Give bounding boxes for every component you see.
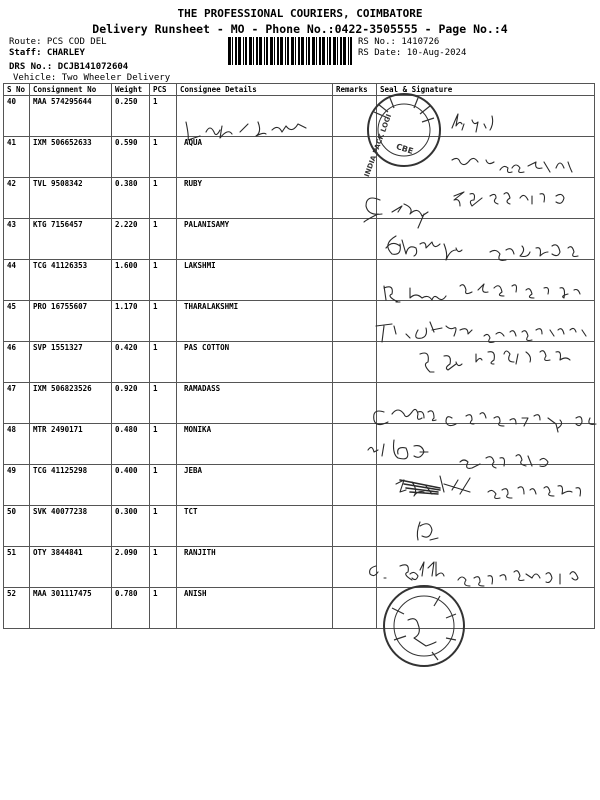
col-sno-header: S No xyxy=(4,84,30,96)
weight-cell: 0.300 xyxy=(112,506,150,547)
remarks-cell xyxy=(333,301,377,342)
table-row xyxy=(4,219,595,260)
barcode-bar xyxy=(253,37,254,65)
weight-cell: 1.600 xyxy=(112,260,150,301)
weight-cell: 0.480 xyxy=(112,424,150,465)
signature-cell xyxy=(377,342,595,383)
consignee-cell: ANISH xyxy=(177,588,333,629)
barcode-bar xyxy=(264,37,265,65)
weight-cell: 1.170 xyxy=(112,301,150,342)
signature-cell xyxy=(377,424,595,465)
weight-cell: 2.220 xyxy=(112,219,150,260)
barcode-bar xyxy=(277,37,279,65)
signature-cell xyxy=(377,383,595,424)
drs-label: DRS No.: DCJB141072604 xyxy=(9,62,129,72)
sno-cell: 49 xyxy=(4,465,30,506)
barcode-bar xyxy=(232,37,233,65)
barcode-bar xyxy=(274,37,275,65)
col-consignee-details-header: Consignee Details xyxy=(177,84,333,96)
consignment-no-cell: PRO 16755607 xyxy=(30,301,112,342)
barcode-bar xyxy=(306,37,307,65)
barcode xyxy=(228,37,352,65)
barcode-bar xyxy=(256,37,258,65)
consignee-cell: AQUA xyxy=(177,137,333,178)
consignment-no-cell: TCG 41126353 xyxy=(30,260,112,301)
sno-cell: 42 xyxy=(4,178,30,219)
signature-cell xyxy=(377,506,595,547)
route-label: Route: PCS COD DEL xyxy=(9,37,107,47)
company-title: THE PROFESSIONAL COURIERS, COIMBATORE xyxy=(177,7,423,20)
consignee-cell: TCT xyxy=(177,506,333,547)
barcode-bar xyxy=(319,37,321,65)
signature-cell xyxy=(377,260,595,301)
barcode-bar xyxy=(322,37,325,65)
pcs-cell: 1 xyxy=(150,547,177,588)
table-row xyxy=(4,424,595,465)
consignment-no-cell: MAA 574295644 xyxy=(30,96,112,137)
pcs-cell: 1 xyxy=(150,383,177,424)
staff-label: Staff: CHARLEY xyxy=(9,48,85,58)
sno-cell: 48 xyxy=(4,424,30,465)
signature-cell xyxy=(377,178,595,219)
table-row xyxy=(4,96,595,137)
weight-cell: 2.090 xyxy=(112,547,150,588)
sno-cell: 46 xyxy=(4,342,30,383)
barcode-bar xyxy=(291,37,294,65)
barcode-bar xyxy=(295,37,296,65)
consignment-no-cell: IXM 506652633 xyxy=(30,137,112,178)
consignment-no-cell: SVK 40077238 xyxy=(30,506,112,547)
remarks-cell xyxy=(333,465,377,506)
barcode-bar xyxy=(301,37,304,65)
remarks-cell xyxy=(333,547,377,588)
barcode-bar xyxy=(270,37,273,65)
barcode-bar xyxy=(259,37,262,65)
sno-cell: 43 xyxy=(4,219,30,260)
table-header-row xyxy=(4,84,595,96)
pcs-cell: 1 xyxy=(150,301,177,342)
signature-cell xyxy=(377,137,595,178)
barcode-bar xyxy=(348,37,349,65)
weight-cell: 0.420 xyxy=(112,342,150,383)
pcs-cell: 1 xyxy=(150,465,177,506)
remarks-cell xyxy=(333,506,377,547)
barcode-bar xyxy=(312,37,315,65)
pcs-cell: 1 xyxy=(150,178,177,219)
barcode-bar xyxy=(245,37,247,65)
pcs-cell: 1 xyxy=(150,342,177,383)
remarks-cell xyxy=(333,424,377,465)
sno-cell: 45 xyxy=(4,301,30,342)
barcode-bar xyxy=(235,37,237,65)
remarks-cell xyxy=(333,588,377,629)
sno-cell: 44 xyxy=(4,260,30,301)
table-row xyxy=(4,260,595,301)
signature-cell xyxy=(377,547,595,588)
weight-cell: 0.250 xyxy=(112,96,150,137)
sno-cell: 50 xyxy=(4,506,30,547)
remarks-cell xyxy=(333,260,377,301)
consignee-cell: RAMADASS xyxy=(177,383,333,424)
barcode-bar xyxy=(333,37,336,65)
consignment-no-cell: SVP 1551327 xyxy=(30,342,112,383)
table-row xyxy=(4,301,595,342)
remarks-cell xyxy=(333,178,377,219)
barcode-bar xyxy=(337,37,338,65)
barcode-bar xyxy=(327,37,328,65)
barcode-bar xyxy=(298,37,300,65)
consignment-no-cell: KTG 7156457 xyxy=(30,219,112,260)
table-row xyxy=(4,178,595,219)
consignee-cell: RANJITH xyxy=(177,547,333,588)
weight-cell: 0.380 xyxy=(112,178,150,219)
consignee-cell: LAKSHMI xyxy=(177,260,333,301)
col-consignment-no-header: Consignment No xyxy=(30,84,112,96)
weight-cell: 0.920 xyxy=(112,383,150,424)
pcs-cell: 1 xyxy=(150,424,177,465)
consignment-no-cell: IXM 506823526 xyxy=(30,383,112,424)
barcode-bar xyxy=(340,37,342,65)
rs-no-label: RS No.: 1410726 xyxy=(358,37,440,47)
barcode-bar xyxy=(266,37,268,65)
pcs-cell: 1 xyxy=(150,506,177,547)
consignment-no-cell: MAA 301117475 xyxy=(30,588,112,629)
barcode-bar xyxy=(280,37,283,65)
rs-date-label: RS Date: 10-Aug-2024 xyxy=(358,48,467,58)
consignee-cell xyxy=(177,96,333,137)
stamp-ring-text: INDIA PACK LOGI xyxy=(363,113,394,179)
signature-cell xyxy=(377,588,595,629)
remarks-cell xyxy=(333,137,377,178)
barcode-bar xyxy=(238,37,241,65)
table-row xyxy=(4,547,595,588)
barcode-bar xyxy=(316,37,317,65)
runsheet-title: Delivery Runsheet - MO - Phone No.:0422-3505555 - Page No.:4 xyxy=(92,22,508,36)
pcs-cell: 1 xyxy=(150,96,177,137)
signature-cell xyxy=(377,96,595,137)
pcs-cell: 1 xyxy=(150,137,177,178)
col-weight-header: Weight xyxy=(112,84,150,96)
barcode-bar xyxy=(228,37,231,65)
table-row xyxy=(4,342,595,383)
consignee-cell: JEBA xyxy=(177,465,333,506)
remarks-cell xyxy=(333,383,377,424)
signature-cell xyxy=(377,465,595,506)
weight-cell: 0.780 xyxy=(112,588,150,629)
col-seal-signature-header: Seal & Signature xyxy=(377,84,595,96)
pcs-cell: 1 xyxy=(150,260,177,301)
vehicle-label: Vehicle: Two Wheeler Delivery xyxy=(13,73,171,83)
consignment-no-cell: OTY 3844841 xyxy=(30,547,112,588)
consignee-cell: PALANISAMY xyxy=(177,219,333,260)
barcode-bar xyxy=(243,37,244,65)
pcs-cell: 1 xyxy=(150,219,177,260)
consignee-cell: THARALAKSHMI xyxy=(177,301,333,342)
sno-cell: 51 xyxy=(4,547,30,588)
consignment-no-cell: TVL 9508342 xyxy=(30,178,112,219)
consignee-cell: MONIKA xyxy=(177,424,333,465)
pcs-cell: 1 xyxy=(150,588,177,629)
table-row xyxy=(4,506,595,547)
runsheet-table xyxy=(3,83,595,629)
barcode-bar xyxy=(308,37,310,65)
signature-cell xyxy=(377,219,595,260)
consignee-cell: RUBY xyxy=(177,178,333,219)
remarks-cell xyxy=(333,342,377,383)
barcode-bar xyxy=(329,37,331,65)
remarks-cell xyxy=(333,219,377,260)
sno-cell: 47 xyxy=(4,383,30,424)
remarks-cell xyxy=(333,96,377,137)
barcode-bar xyxy=(249,37,252,65)
signature-cell xyxy=(377,301,595,342)
barcode-bar xyxy=(350,37,352,65)
col-pcs-header: PCS xyxy=(150,84,177,96)
barcode-bar xyxy=(287,37,289,65)
table-row xyxy=(4,383,595,424)
consignment-no-cell: MTR 2490171 xyxy=(30,424,112,465)
weight-cell: 0.400 xyxy=(112,465,150,506)
sno-cell: 41 xyxy=(4,137,30,178)
stamp-text-top: CBE xyxy=(394,142,415,156)
weight-cell: 0.590 xyxy=(112,137,150,178)
barcode-bar xyxy=(343,37,346,65)
barcode-bar xyxy=(285,37,286,65)
sno-cell: 52 xyxy=(4,588,30,629)
table-row xyxy=(4,465,595,506)
sno-cell: 40 xyxy=(4,96,30,137)
consignee-cell: PAS COTTON xyxy=(177,342,333,383)
consignment-no-cell: TCG 41125298 xyxy=(30,465,112,506)
table-row xyxy=(4,588,595,629)
col-remarks-header: Remarks xyxy=(333,84,377,96)
table-row xyxy=(4,137,595,178)
